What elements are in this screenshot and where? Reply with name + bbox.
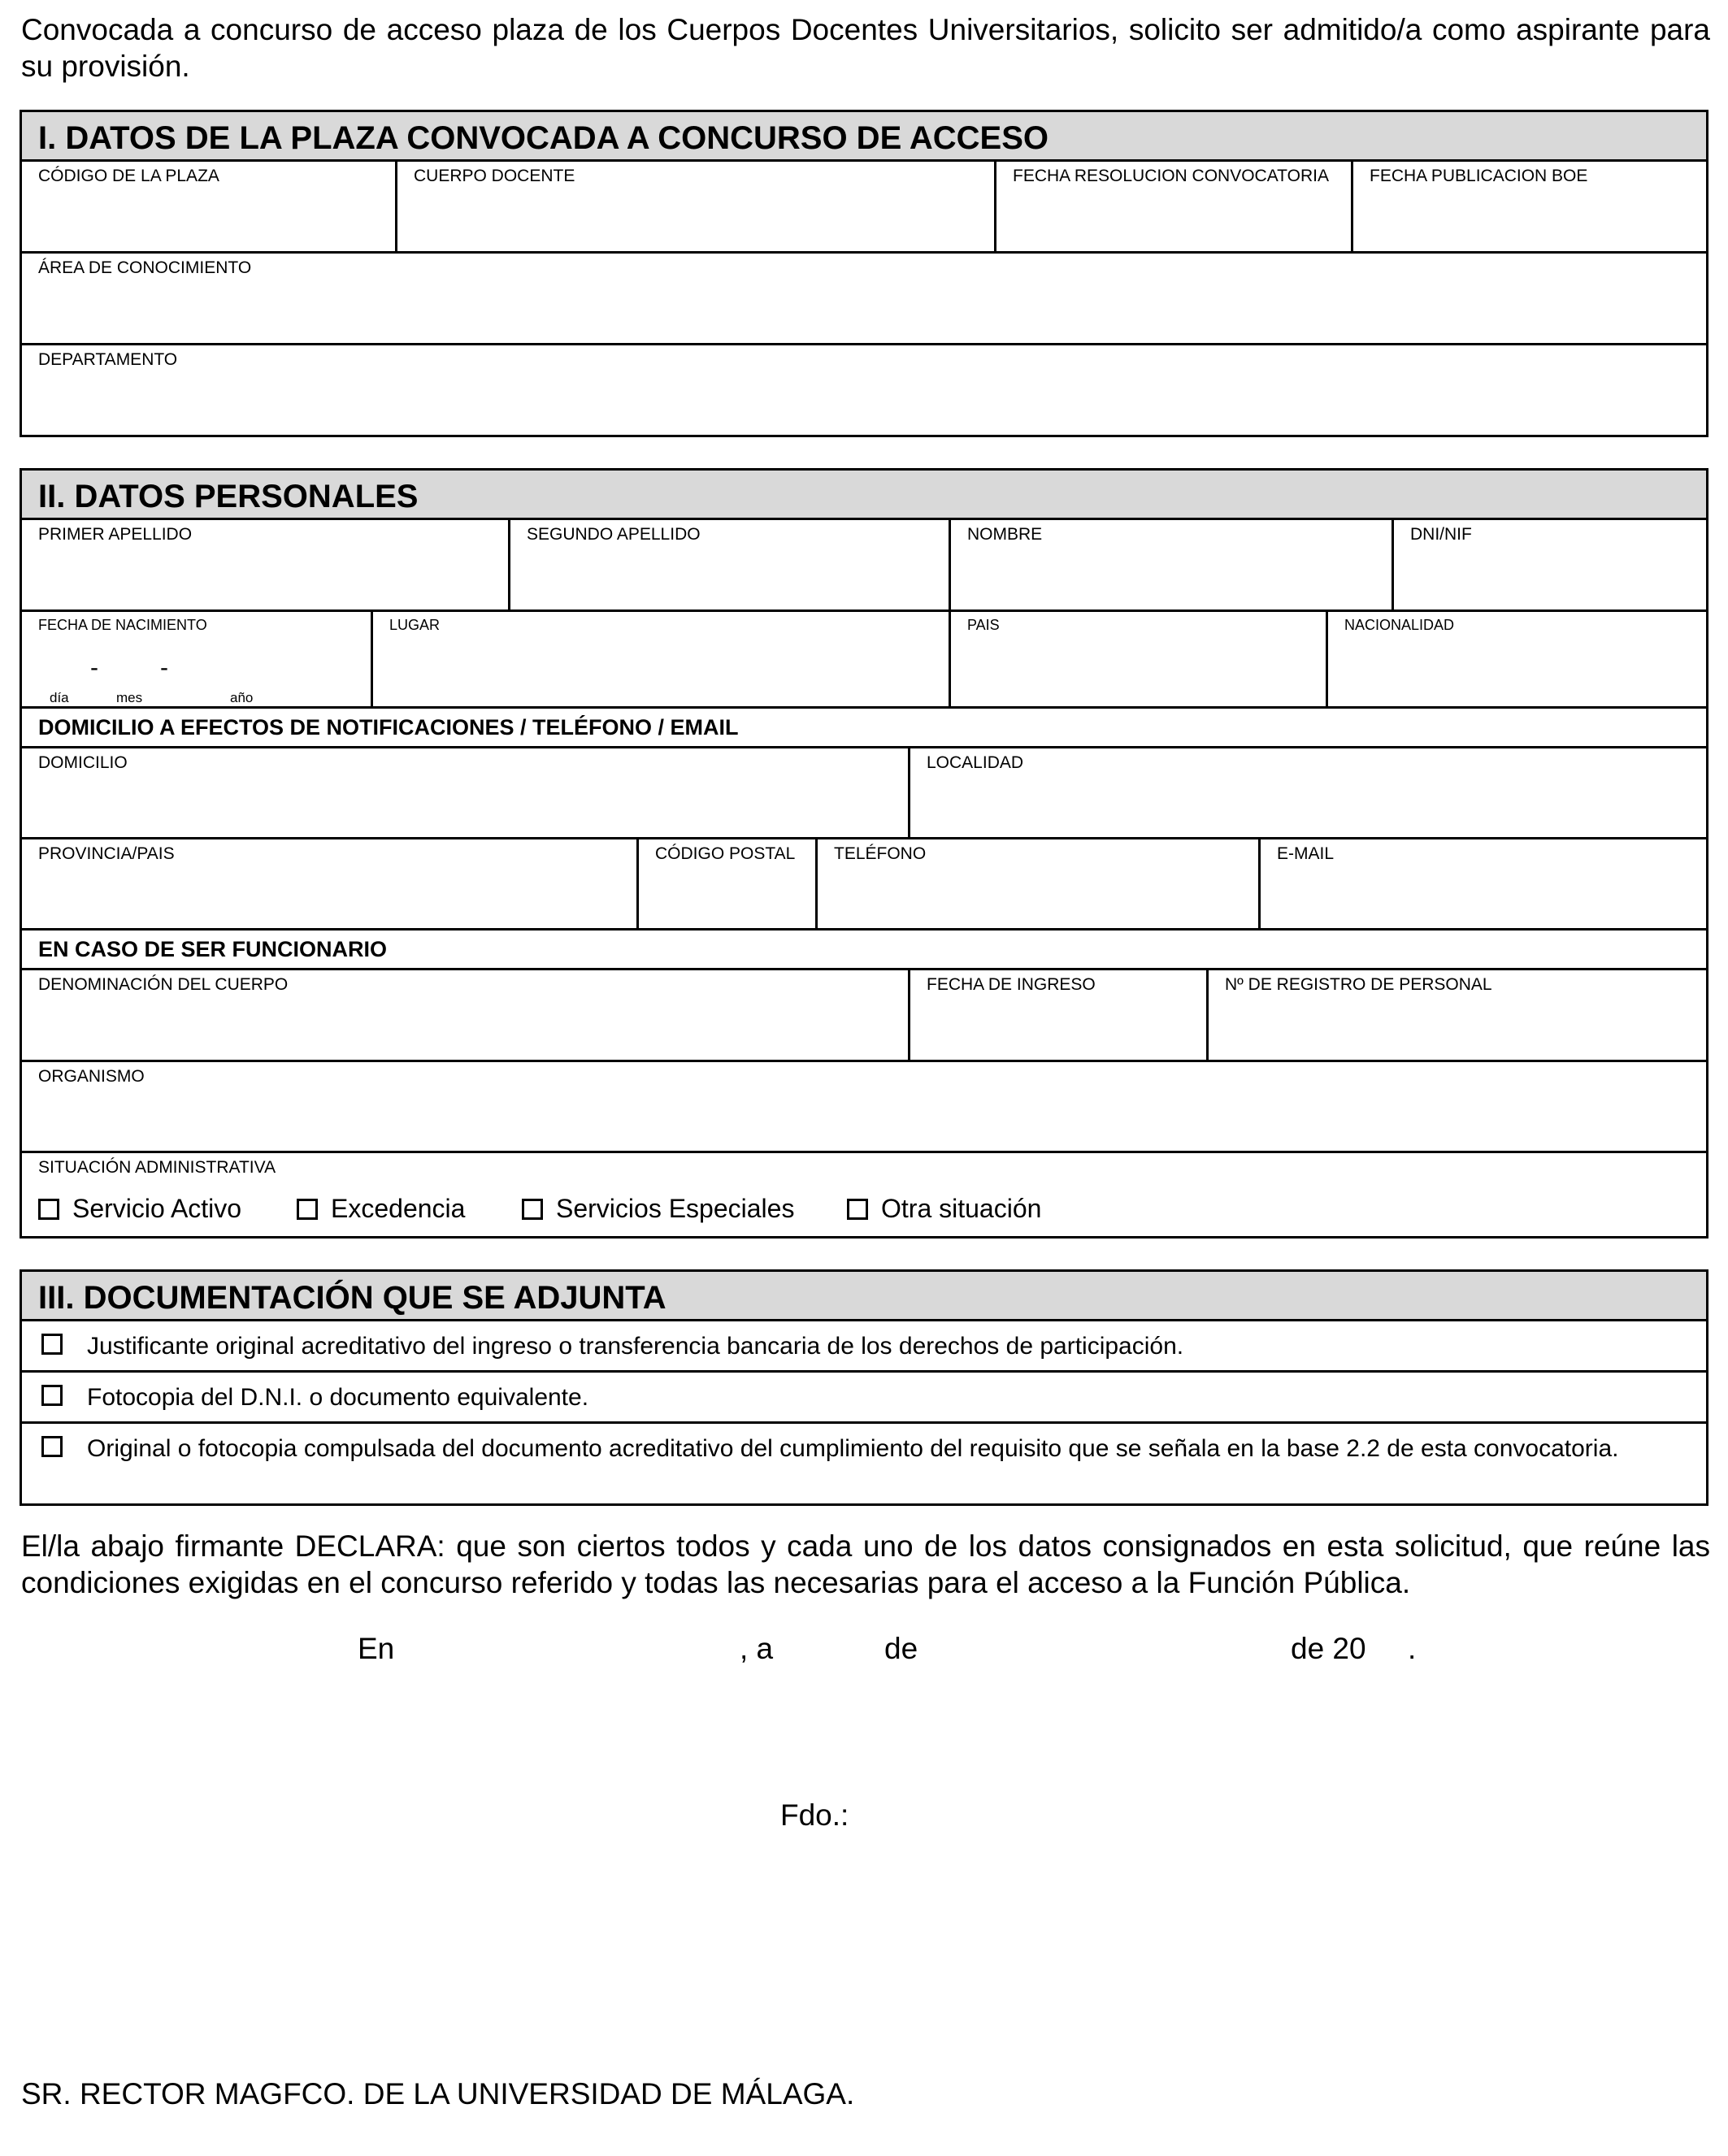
option-label: Excedencia (331, 1194, 466, 1223)
addressee: SR. RECTOR MAGFCO. DE LA UNIVERSIDAD DE MÁLAGA. (21, 2077, 855, 2110)
telefono-field[interactable] (818, 839, 1261, 928)
checkbox[interactable] (38, 1199, 59, 1220)
option-servicios-especiales[interactable] (522, 1194, 847, 1224)
doc-item-label: Justificante original acreditativo del ingreso o transferencia bancaria de los derechos de participación. (87, 1333, 1184, 1360)
dni-label: DNI/NIF (1410, 525, 1472, 544)
dob-dash: - (90, 654, 98, 681)
localidad-label: LOCALIDAD (927, 753, 1024, 772)
section-plaza (20, 110, 1708, 437)
fecha-boe-label: FECHA PUBLICACION BOE (1370, 167, 1588, 185)
domicilio-label: DOMICILIO (38, 753, 128, 772)
nombre-field[interactable] (951, 520, 1394, 609)
checkbox[interactable] (41, 1436, 63, 1457)
dob-mes-label: mes (116, 690, 143, 705)
checkbox[interactable] (297, 1199, 318, 1220)
cuerpo-docente-label: CUERPO DOCENTE (414, 167, 575, 185)
option-label: Otra situación (881, 1194, 1042, 1223)
codigo-postal-field[interactable] (639, 839, 818, 928)
place-de-20: de 20 (1291, 1632, 1366, 1665)
denominacion-label: DENOMINACIÓN DEL CUERPO (38, 975, 289, 994)
fecha-ingreso-field[interactable] (910, 970, 1209, 1060)
nombre-label: NOMBRE (967, 525, 1043, 544)
departamento-field[interactable] (22, 345, 1706, 435)
codigo-postal-label: CÓDIGO POSTAL (655, 844, 796, 863)
lugar-label: LUGAR (389, 617, 441, 633)
nacionalidad-field[interactable] (1328, 612, 1706, 706)
segundo-apellido-label: SEGUNDO APELLIDO (527, 525, 701, 544)
area-field[interactable] (22, 254, 1706, 343)
fecha-ingreso-label: FECHA DE INGRESO (927, 975, 1096, 994)
dob-format (38, 654, 254, 705)
nacionalidad-label: NACIONALIDAD (1344, 617, 1455, 633)
domicilio-heading: DOMICILIO A EFECTOS DE NOTIFICACIONES / TELÉFONO / EMAIL (22, 709, 1706, 748)
situacion-field (22, 1153, 1706, 1236)
section-personales (20, 468, 1708, 1239)
fecha-nacimiento-label: FECHA DE NACIMIENTO (38, 617, 207, 633)
denominacion-field[interactable] (22, 970, 910, 1060)
domicilio-field[interactable] (22, 748, 910, 837)
departamento-label: DEPARTAMENTO (38, 350, 178, 369)
intro-text: Convocada a concurso de acceso plaza de los Cuerpos Docentes Universitarios, solicito ser admitido/a como aspirante para su provisión. (21, 13, 1710, 83)
provincia-label: PROVINCIA/PAIS (38, 844, 175, 863)
primer-apellido-field[interactable] (22, 520, 510, 609)
option-excedencia[interactable] (297, 1194, 522, 1224)
section-documentacion-title: III. DOCUMENTACIÓN QUE SE ADJUNTA (22, 1272, 1706, 1321)
localidad-field[interactable] (910, 748, 1706, 837)
place-de: de (884, 1632, 918, 1665)
place-a: , a (740, 1632, 774, 1665)
funcionario-heading: EN CASO DE SER FUNCIONARIO (22, 931, 1706, 970)
pais-field[interactable] (951, 612, 1328, 706)
declaration-text: El/la abajo firmante DECLARA: que son ciertos todos y cada uno de los datos consignados en esta solicitud, que reúne las condiciones exigidas en el concurso referido y todas las necesarias para el acceso a la Función Pública. (21, 1529, 1710, 1599)
place-en: En (358, 1632, 395, 1665)
checkbox[interactable] (522, 1199, 543, 1220)
fecha-nacimiento-field[interactable] (22, 612, 373, 706)
signature-label: Fdo.: (780, 1798, 849, 1832)
dob-dash: - (160, 654, 168, 681)
doc-item-label: Original o fotocopia compulsada del documento acreditativo del cumplimiento del requisito que se señala en la base 2.2 de esta convocatoria. (87, 1435, 1619, 1462)
area-label: ÁREA DE CONOCIMIENTO (38, 258, 252, 277)
dob-dia-label: día (50, 690, 69, 705)
option-servicio-activo[interactable] (38, 1194, 297, 1224)
checkbox[interactable] (41, 1334, 63, 1355)
doc-item[interactable] (22, 1373, 1706, 1424)
cuerpo-docente-field[interactable] (397, 162, 996, 251)
primer-apellido-label: PRIMER APELLIDO (38, 525, 193, 544)
option-label: Servicio Activo (72, 1194, 242, 1223)
provincia-field[interactable] (22, 839, 639, 928)
email-label: E-MAIL (1277, 844, 1335, 863)
registro-personal-field[interactable] (1209, 970, 1706, 1060)
checkbox[interactable] (847, 1199, 868, 1220)
pais-label: PAIS (967, 617, 1000, 633)
dob-anio-label: año (230, 690, 254, 705)
lugar-field[interactable] (373, 612, 951, 706)
organismo-label: ORGANISMO (38, 1067, 145, 1086)
codigo-plaza-field[interactable] (22, 162, 397, 251)
option-otra-situacion[interactable] (847, 1194, 1041, 1224)
telefono-label: TELÉFONO (834, 844, 927, 863)
codigo-plaza-label: CÓDIGO DE LA PLAZA (38, 167, 219, 185)
place-period: . (1408, 1632, 1417, 1665)
fecha-resolucion-field[interactable] (996, 162, 1353, 251)
situacion-options (38, 1194, 1706, 1224)
situacion-label: SITUACIÓN ADMINISTRATIVA (38, 1158, 276, 1177)
section-plaza-title: I. DATOS DE LA PLAZA CONVOCADA A CONCURSO DE ACCESO (22, 112, 1706, 162)
dni-field[interactable] (1394, 520, 1706, 609)
email-field[interactable] (1261, 839, 1706, 928)
doc-item[interactable] (22, 1424, 1706, 1503)
section-documentacion (20, 1269, 1708, 1506)
segundo-apellido-field[interactable] (510, 520, 951, 609)
section-personales-title: II. DATOS PERSONALES (22, 471, 1706, 520)
doc-item-label: Fotocopia del D.N.I. o documento equivalente. (87, 1384, 589, 1411)
organismo-field[interactable] (22, 1062, 1706, 1151)
option-label: Servicios Especiales (556, 1194, 795, 1223)
fecha-boe-field[interactable] (1353, 162, 1706, 251)
doc-item[interactable] (22, 1321, 1706, 1373)
fecha-resolucion-label: FECHA RESOLUCION CONVOCATORIA (1013, 167, 1329, 185)
registro-personal-label: Nº DE REGISTRO DE PERSONAL (1225, 975, 1492, 994)
checkbox[interactable] (41, 1385, 63, 1406)
